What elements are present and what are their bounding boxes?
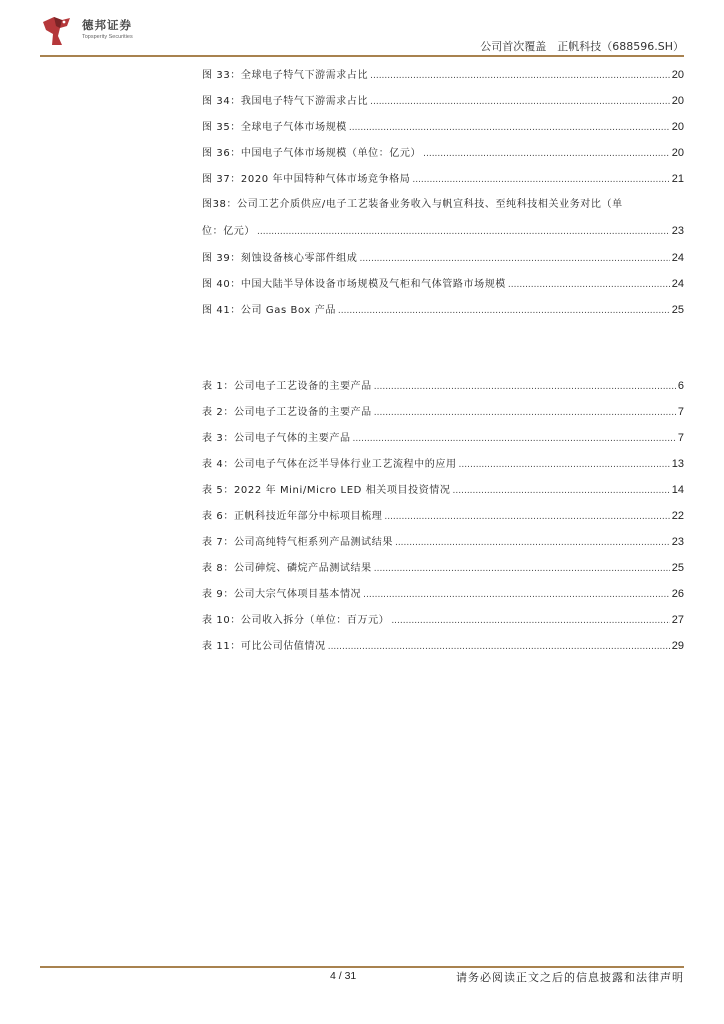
toc-leader-dots: [349, 115, 670, 141]
toc-page-number: 20: [671, 95, 684, 107]
toc-leader-dots: [257, 219, 670, 245]
toc-leader-dots: [374, 556, 670, 582]
toc-leader-dots: [395, 530, 670, 556]
toc-page-number: 7: [677, 432, 684, 444]
logo-text-en: Topsperity Securities: [82, 34, 133, 40]
toc-page-number: 23: [671, 536, 684, 548]
toc-entry-label-line1: 图38：公司工艺介质供应/电子工艺装备业务收入与帆宣科技、至纯科技相关业务对比（单: [202, 199, 623, 210]
toc-page-number: 23: [671, 225, 684, 237]
toc-entry-label: 表 8：公司砷烷、磷烷产品测试结果: [202, 563, 372, 574]
toc-table-entry[interactable]: [202, 607, 684, 633]
logo-text-cn: 德邦证券: [82, 18, 132, 32]
toc-page-number: 20: [671, 69, 684, 81]
toc-leader-dots: [423, 141, 670, 167]
toc-page-number: 13: [671, 458, 684, 470]
toc-figure-entry[interactable]: [202, 114, 684, 140]
toc-leader-dots: [508, 272, 670, 298]
logo-mark-icon: [40, 14, 74, 48]
toc-table-entry[interactable]: [202, 529, 684, 555]
toc-figure-entry[interactable]: [202, 192, 684, 245]
toc-entry-label: 表 11：可比公司估值情况: [202, 641, 326, 652]
toc-leader-dots: [391, 608, 669, 634]
toc-entry-label: 图 33：全球电子特气下游需求占比: [202, 70, 369, 81]
page-number: 4 / 31: [330, 970, 357, 982]
toc-leader-dots: [374, 374, 676, 400]
toc-entry-label: 图 40：中国大陆半导体设备市场规模及气柜和气体管路市场规模: [202, 279, 506, 290]
toc-figure-entry[interactable]: [202, 140, 684, 166]
toc-entry-label: 图 34：我国电子特气下游需求占比: [202, 96, 369, 107]
toc-table-entry[interactable]: [202, 399, 684, 425]
toc-leader-dots: [370, 63, 670, 89]
toc-page-number: 27: [671, 614, 684, 626]
report-title: 公司首次覆盖 正帆科技（688596.SH）: [480, 40, 684, 53]
toc-page-number: 25: [671, 562, 684, 574]
toc-leader-dots: [338, 298, 670, 324]
toc-leader-dots: [328, 634, 670, 660]
header-divider: [40, 55, 684, 57]
toc-figure-entry[interactable]: [202, 88, 684, 114]
toc-entry-label: 位：亿元）: [202, 226, 255, 237]
toc-figure-entry[interactable]: [202, 271, 684, 297]
company-logo: [40, 14, 240, 50]
toc-page-number: 29: [671, 640, 684, 652]
toc-leader-dots: [453, 478, 670, 504]
toc-figure-entry[interactable]: [202, 297, 684, 323]
toc-entry-label: 表 6：正帆科技近年部分中标项目梳理: [202, 511, 383, 522]
toc-table-entry[interactable]: [202, 373, 684, 399]
toc-table-entry[interactable]: [202, 555, 684, 581]
toc-leader-dots: [374, 400, 676, 426]
toc-leader-dots: [353, 426, 676, 452]
toc-table-entry[interactable]: [202, 477, 684, 503]
toc-page-number: 7: [677, 406, 684, 418]
toc-entry-label: 表 10：公司收入拆分（单位：百万元）: [202, 615, 390, 626]
table-of-contents: [202, 62, 684, 659]
footer-divider: [40, 966, 684, 968]
toc-entry-label: 图 37：2020 年中国特种气体市场竞争格局: [202, 174, 411, 185]
toc-table-entry[interactable]: [202, 503, 684, 529]
toc-leader-dots: [459, 452, 670, 478]
toc-entry-label: 表 4：公司电子气体在泛半导体行业工艺流程中的应用: [202, 459, 457, 470]
page-header: [0, 0, 724, 60]
toc-entry-continuation: [202, 218, 684, 245]
toc-figure-entry[interactable]: [202, 62, 684, 88]
toc-figure-entry[interactable]: [202, 166, 684, 192]
toc-page-number: 14: [671, 484, 684, 496]
toc-leader-dots: [412, 167, 669, 193]
toc-table-entry[interactable]: [202, 633, 684, 659]
toc-entry-label: 表 1：公司电子工艺设备的主要产品: [202, 381, 372, 392]
toc-leader-dots: [384, 504, 669, 530]
toc-page-number: 21: [671, 173, 684, 185]
toc-page-number: 24: [671, 278, 684, 290]
toc-table-entry[interactable]: [202, 581, 684, 607]
toc-entry-label: 图 35：全球电子气体市场规模: [202, 122, 347, 133]
toc-entry-label: 图 39：刻蚀设备核心零部件组成: [202, 253, 358, 264]
toc-page-number: 24: [671, 252, 684, 264]
legal-disclaimer: 请务必阅读正文之后的信息披露和法律声明: [456, 971, 684, 984]
toc-page-number: 25: [671, 304, 684, 316]
toc-entry-label: 表 7：公司高纯特气柜系列产品测试结果: [202, 537, 393, 548]
toc-page-number: 22: [671, 510, 684, 522]
toc-entry-label: 表 3：公司电子气体的主要产品: [202, 433, 351, 444]
toc-leader-dots: [363, 582, 670, 608]
toc-figure-entry[interactable]: [202, 245, 684, 271]
toc-entry-label: 图 41：公司 Gas Box 产品: [202, 305, 336, 316]
toc-page-number: 6: [677, 380, 684, 392]
toc-table-entry[interactable]: [202, 451, 684, 477]
toc-entry-label: 表 2：公司电子工艺设备的主要产品: [202, 407, 372, 418]
toc-entry-label: 表 5：2022 年 Mini/Micro LED 相关项目投资情况: [202, 485, 451, 496]
toc-entry-label: 图 36：中国电子气体市场规模（单位：亿元）: [202, 148, 422, 159]
toc-page-number: 20: [671, 147, 684, 159]
toc-leader-dots: [360, 246, 670, 272]
toc-leader-dots: [370, 89, 670, 115]
toc-table-entry[interactable]: [202, 425, 684, 451]
toc-page-number: 26: [671, 588, 684, 600]
toc-page-number: 20: [671, 121, 684, 133]
toc-entry-label: 表 9：公司大宗气体项目基本情况: [202, 589, 362, 600]
